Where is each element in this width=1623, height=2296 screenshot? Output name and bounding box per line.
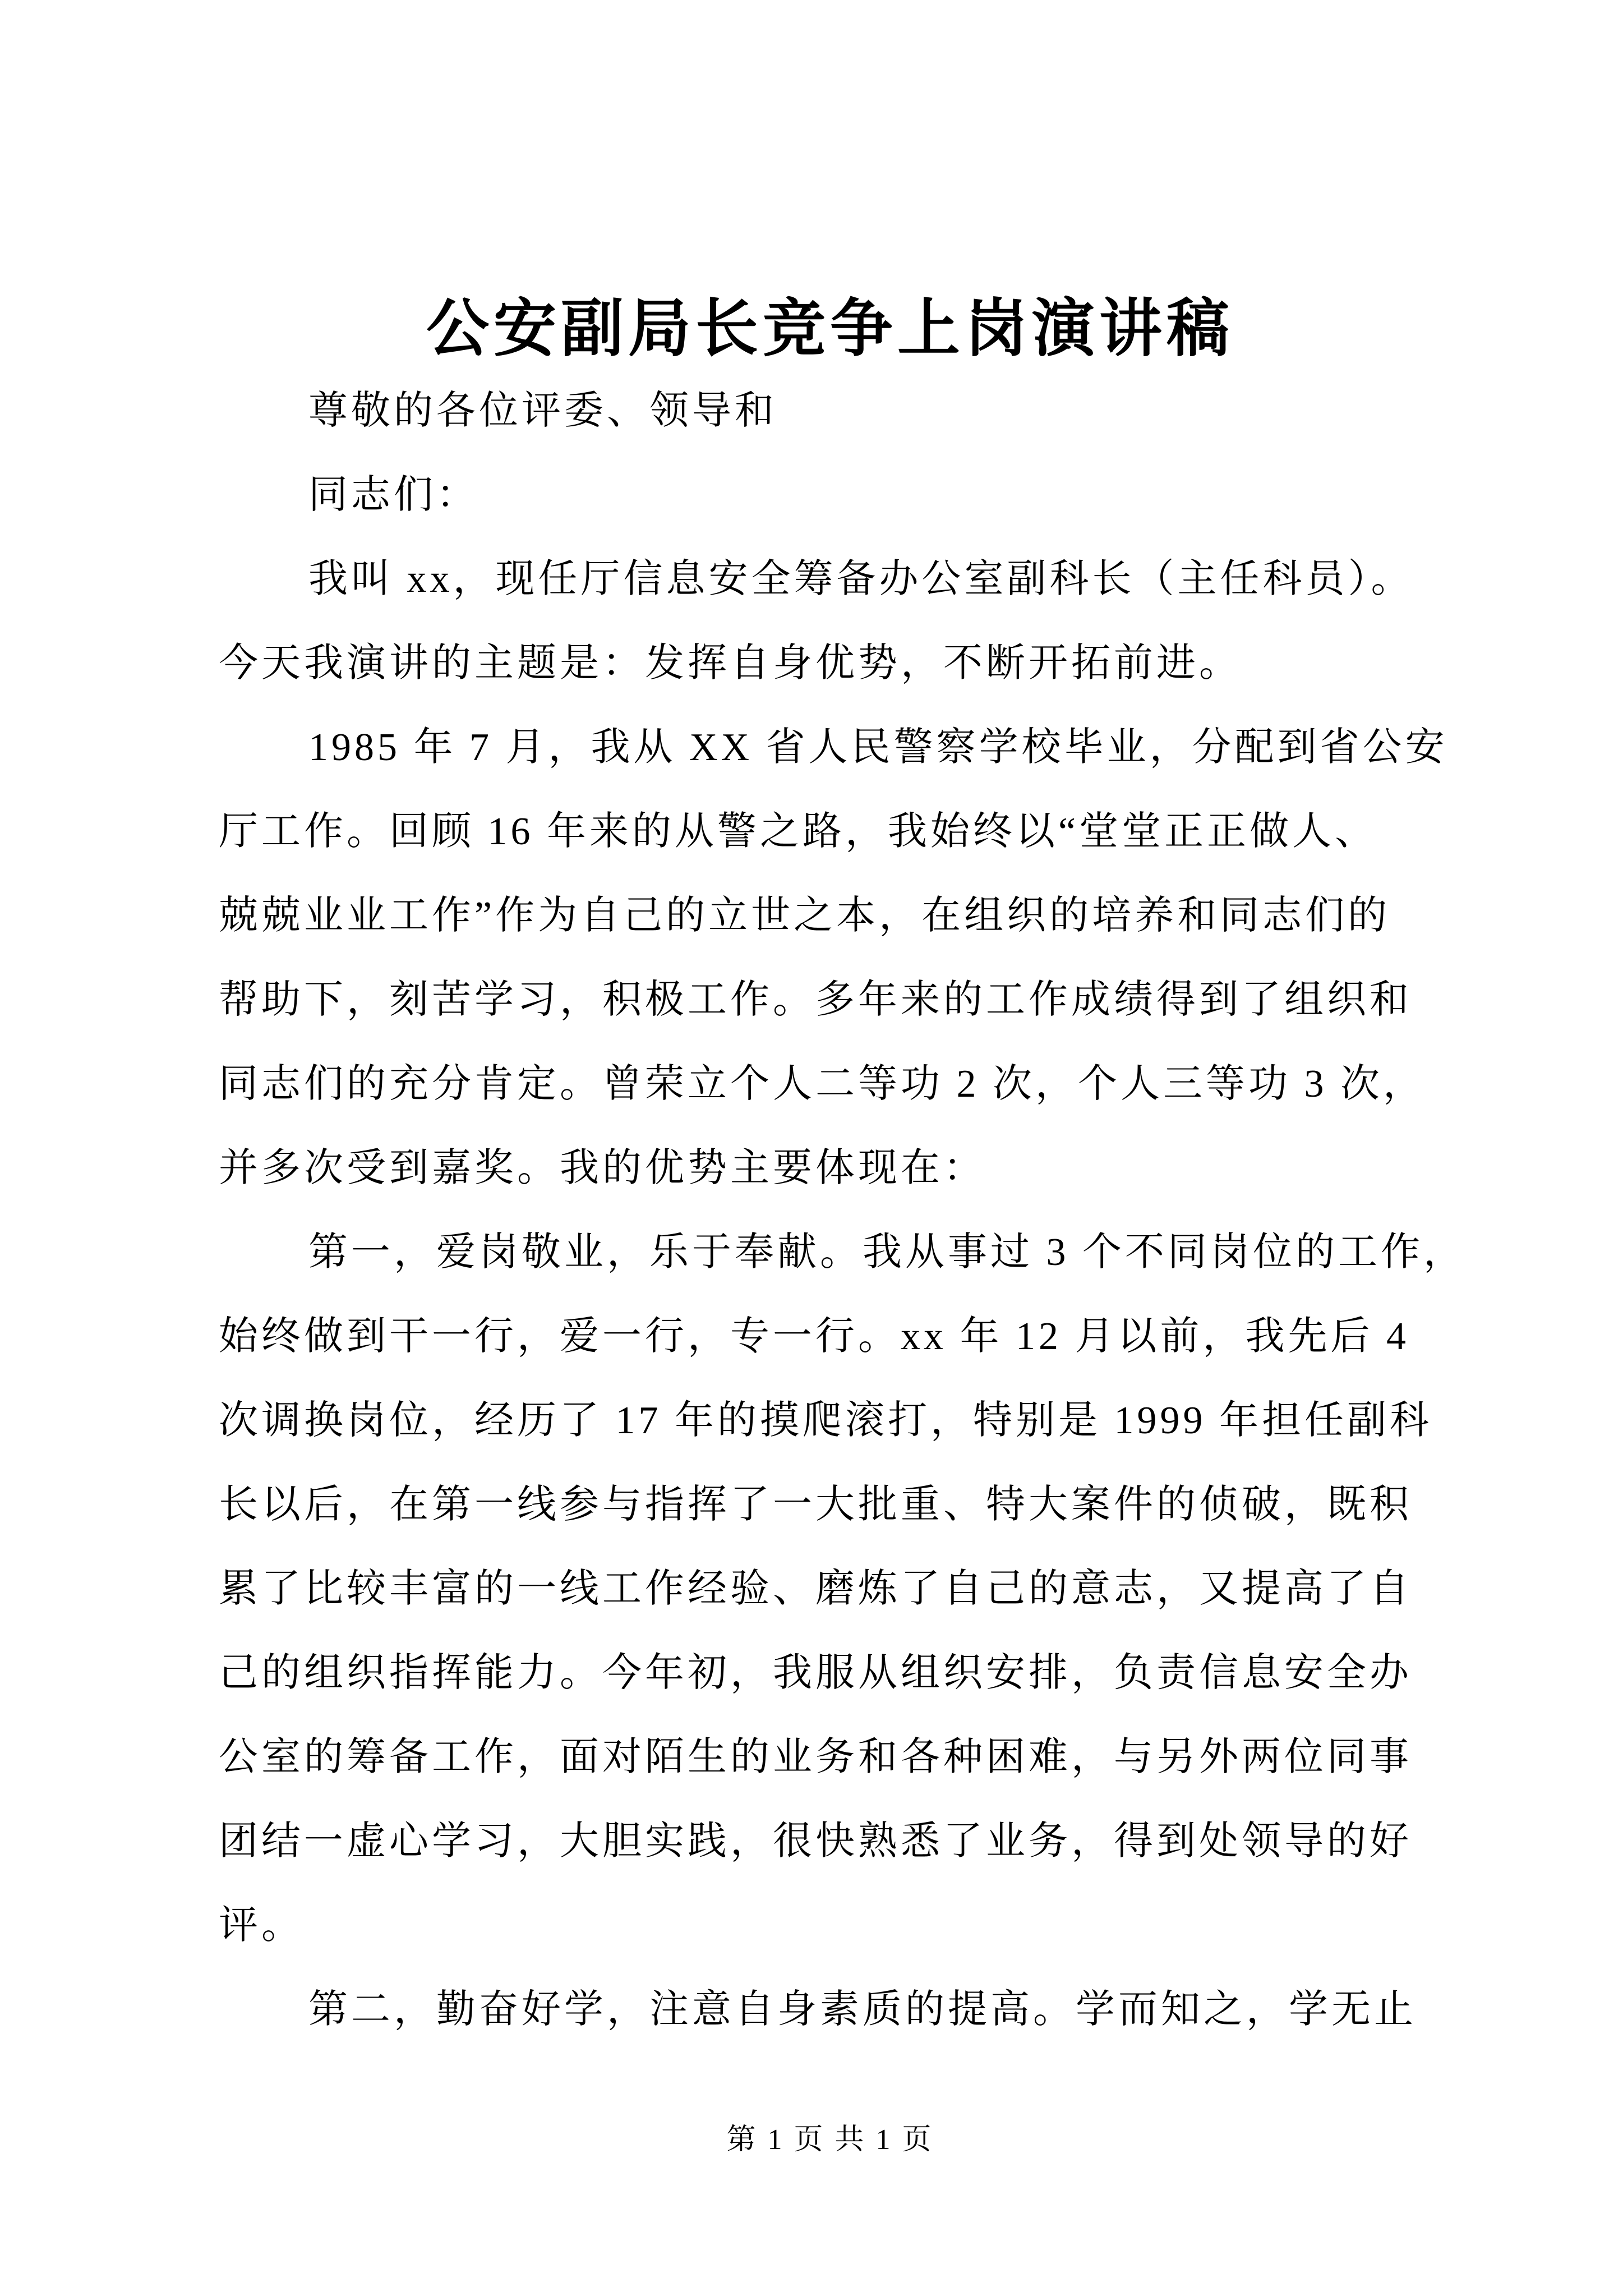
text-line: 我叫 xx，现任厅信息安全筹备办公室副科长（主任科员）。 <box>308 558 1414 601</box>
text-line: 厅工作。回顾 16 年来的从警之路，我始终以“堂堂正正做人、 <box>219 810 1378 853</box>
text-line: 累了比较丰富的一线工作经验、磨炼了自己的意志，又提高了自 <box>219 1567 1412 1611</box>
text-line: 今天我演讲的主题是：发挥自身优势，不断开拓前进。 <box>219 642 1242 685</box>
text-line: 己的组织指挥能力。今年初，我服从组织安排，负责信息安全办 <box>219 1651 1412 1695</box>
page-footer <box>219 2123 1441 2157</box>
text-line: 尊敬的各位评委、领导和 <box>308 389 777 432</box>
text-line: 评。 <box>219 1904 304 1947</box>
text-line: 团结一虚心学习，大胆实践，很快熟悉了业务，得到处领导的好 <box>219 1820 1412 1863</box>
text-line: 帮助下，刻苦学习，积极工作。多年来的工作成绩得到了组织和 <box>219 978 1412 1022</box>
text-line: 第一，爱岗敬业，乐于奉献。我从事过 3 个不同岗位的工作， <box>308 1231 1466 1274</box>
text-line: 公室的筹备工作，面对陌生的业务和各种困难，与另外两位同事 <box>219 1736 1412 1779</box>
text-line: 次调换岗位，经历了 17 年的摸爬滚打，特别是 1999 年担任副科 <box>219 1399 1432 1442</box>
document-title: 公安副局长竞争上岗演讲稿 <box>426 295 1234 364</box>
text-line: 1985 年 7 月，我从 XX 省人民警察学校毕业，分配到省公安 <box>308 726 1448 769</box>
text-line: 第二，勤奋好学，注意自身素质的提高。学而知之，学无止 <box>308 1988 1417 2031</box>
text-line: 兢兢业业工作”作为自己的立世之本，在组织的培养和同志们的 <box>219 894 1391 937</box>
text-line: 同志们的充分肯定。曾荣立个人二等功 2 次，个人三等功 3 次， <box>219 1062 1426 1106</box>
document-body <box>219 369 1466 2052</box>
text-line: 并多次受到嘉奖。我的优势主要体现在： <box>219 1147 986 1190</box>
text-line: 长以后，在第一线参与指挥了一大批重、特大案件的侦破，既积 <box>219 1483 1412 1526</box>
text-line: 同志们： <box>308 473 479 517</box>
page-number: 第 1 页 共 1 页 <box>726 2124 934 2156</box>
text-line: 始终做到干一行，爱一行，专一行。xx 年 12 月以前，我先后 4 <box>219 1315 1409 1358</box>
